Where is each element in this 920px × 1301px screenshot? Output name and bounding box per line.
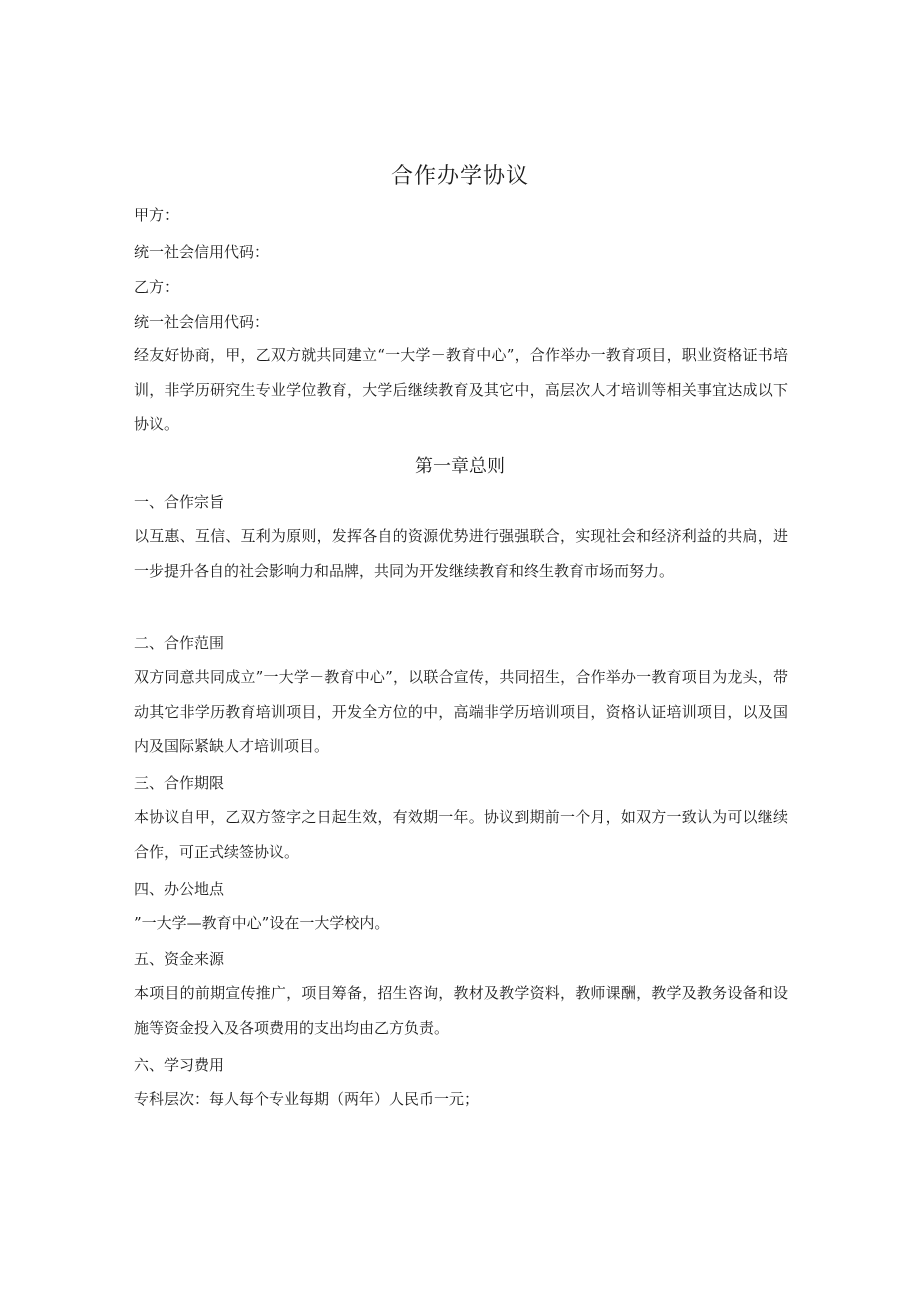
party-b-credit-code: 统一社会信用代码： bbox=[134, 313, 270, 331]
chapter-heading: 第一章总则 bbox=[415, 456, 505, 477]
section-body: ”一大学—教育中心”设在一大学校内。 bbox=[134, 914, 390, 932]
section-body: 专科层次：每人每个专业每期（两年）人民币一元； bbox=[134, 1090, 480, 1108]
party-a-label: 甲方： bbox=[134, 206, 180, 224]
section-heading: 六、学习费用 bbox=[134, 1056, 225, 1074]
section-heading: 三、合作期限 bbox=[134, 774, 225, 792]
intro-paragraph: 经友好协商，甲，乙双方就共同建立“一大学－教育中心”，合作举办一教育项目，职业资格证书培训，非学历研究生专业学位教育，大学后继续教育及其它中，高层次人才培训等相关事宜达成以下协议。 bbox=[134, 346, 788, 433]
section-heading: 五、资金来源 bbox=[134, 950, 225, 968]
section-body: 双方同意共同成立”一大学－教育中心”，以联合宣传，共同招生，合作举办一教育项目为龙头，带动其它非学历教育培训项目，开发全方位的中，高端非学历培训项目，资格认证培训项目，以及国内及国际紧缺人才培训项目。 bbox=[134, 668, 788, 755]
party-a-credit-code: 统一社会信用代码： bbox=[134, 243, 270, 261]
party-b-label: 乙方： bbox=[134, 278, 180, 296]
section-heading: 二、合作范围 bbox=[134, 634, 225, 652]
section-body: 本项目的前期宣传推广，项目筹备，招生咨询，教材及教学资料，教师课酬，教学及教务设备和设施等资金投入及各项费用的支出均由乙方负责。 bbox=[134, 984, 788, 1037]
document-title: 合作办学协议 bbox=[390, 164, 529, 189]
section-heading: 一、合作宗旨 bbox=[134, 493, 225, 511]
section-body: 本协议自甲，乙双方签字之日起生效，有效期一年。协议到期前一个月，如双方一致认为可以继续合作，可正式续签协议。 bbox=[134, 808, 788, 861]
section-heading: 四、办公地点 bbox=[134, 880, 225, 898]
section-body: 以互惠、互信、互利为原则，发挥各自的资源优势进行强强联合，实现社会和经济利益的共扃，进一步提升各自的社会影响力和品牌，共同为开发继续教育和终生教育市场而努力。 bbox=[134, 527, 788, 580]
